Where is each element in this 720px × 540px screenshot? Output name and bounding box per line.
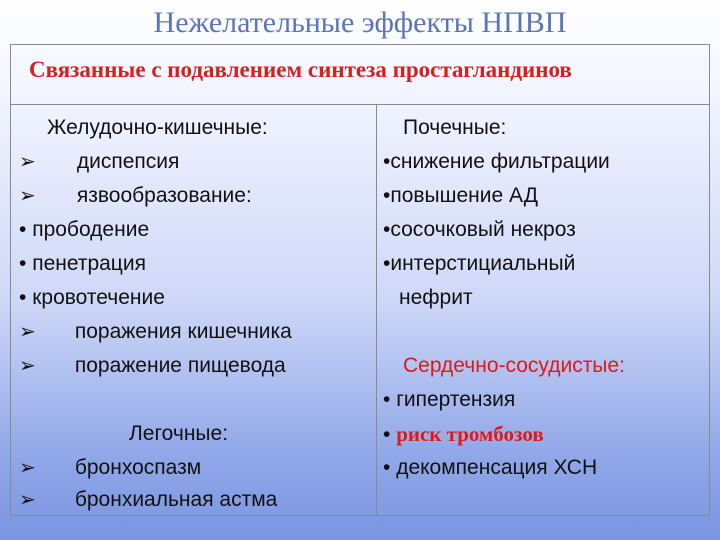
dot-bullet-icon: • [19,252,27,275]
cv-item-text-highlight: риск тромбозов [396,422,544,446]
slide-title: Нежелательные эффекты НПВП [153,6,567,39]
lung-item-text: бронхиальная астма [74,488,278,511]
gi-item-text: кровотечение [32,286,165,309]
lung-item [19,455,201,481]
gi-item [19,217,149,243]
arrow-bullet-icon: ➢ [19,151,36,173]
renal-heading: Почечные: [403,116,507,139]
renal-item: •интерстициальный [383,252,576,275]
gi-item-text: поражение пищевода [74,354,286,377]
dot-bullet-icon: • [19,218,27,241]
lung-heading: Легочные: [129,422,229,445]
cv-item-text: гипертензия [396,388,516,411]
gi-item [19,183,252,209]
renal-item: нефрит [399,286,473,309]
cv-item-text: декомпенсация ХСН [396,456,598,479]
table-header-row [11,45,709,105]
arrow-bullet-icon: ➢ [19,185,36,207]
cv-item [383,455,597,481]
table-header-text: Связанные с подавлением синтеза простагландинов [29,57,572,82]
dot-bullet-icon: • [19,286,27,309]
effects-table [10,44,710,516]
gi-item-text: поражения кишечника [74,320,292,343]
gi-heading: Желудочно-кишечные: [47,116,268,139]
gi-item [19,251,146,277]
dot-bullet-icon: • [383,423,391,446]
gi-item-text: язвообразование: [76,184,252,207]
gi-item-text: диспепсия [76,150,180,173]
dot-bullet-icon: • [383,388,391,411]
cv-item [383,387,515,413]
gi-item [19,149,179,175]
gi-item [19,353,286,379]
gi-item-text: пенетрация [32,252,146,275]
gi-item-text: прободение [32,218,150,241]
column-divider [376,105,377,515]
lung-item [19,487,277,513]
arrow-bullet-icon: ➢ [19,321,36,343]
cv-heading: Сердечно-сосудистые: [403,354,625,377]
arrow-bullet-icon: ➢ [19,355,36,377]
cv-item [383,421,544,448]
dot-bullet-icon: • [383,456,391,479]
arrow-bullet-icon: ➢ [19,489,36,511]
gi-item [19,285,165,311]
arrow-bullet-icon: ➢ [19,457,36,479]
gi-item [19,319,292,345]
lung-item-text: бронхоспазм [74,456,202,479]
renal-item: •сосочковый некроз [383,218,576,241]
renal-item: •повышение АД [383,184,538,207]
renal-item: •снижение фильтрации [383,150,610,173]
